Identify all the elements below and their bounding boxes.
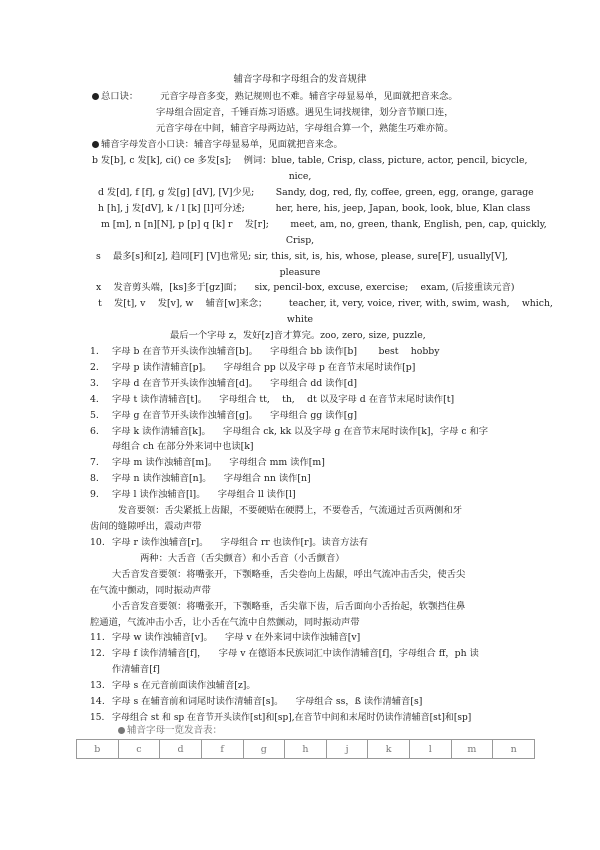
letter-table <box>76 739 535 759</box>
table-cell: m <box>451 740 493 759</box>
list-item-cont: 作清辅音[f] <box>112 664 160 675</box>
rule-line-4: m [m], n [n][N], p [p] q [k] r 发[r]; meet, am, no, green, thank, English, pen, cap, quickly, <box>101 219 547 230</box>
letter-table-heading: 辅音字母一览发音表： <box>118 725 222 737</box>
document-title: 辅音字母和字母组合的发音规律 <box>233 74 367 85</box>
intro-label: 总口诀： <box>101 91 139 102</box>
tip-line: 大舌音发音要领：将嘴张开，下颚略垂，舌尖卷向上齿龈，呼出气流冲击舌尖，使舌尖 <box>112 569 466 580</box>
table-row <box>77 740 535 759</box>
list-item-cont: 母组合 ch 在部分外来词中也读[k] <box>112 441 254 452</box>
list-item: 2. 字母 p 读作清辅音[p]。 字母组合 pp 以及字母 p 在音节末尾时读作[p] <box>90 362 416 373</box>
rhyme-text: 辅音字母显易单，见面就把音来念。 <box>193 139 343 150</box>
table-cell: f <box>201 740 243 759</box>
table-cell: k <box>368 740 410 759</box>
list-item: 9. 字母 l 读作浊辅音[l]。 字母组合 ll 读作[l] <box>90 489 296 500</box>
list-item: 7. 字母 m 读作浊辅音[m]。 字母组合 mm 读作[m] <box>90 457 325 468</box>
rule-line-4-cont: Crisp, <box>285 235 315 246</box>
rule-line-7-cont: white <box>286 314 314 325</box>
rule-line-5-cont: pleasure <box>279 267 321 278</box>
bullet-icon <box>92 141 99 148</box>
list-item: 1. 字母 b 在音节开头读作浊辅音[b]。 字母组合 bb 读作[b] best hobby <box>90 346 440 357</box>
intro-line-2: 字母组合固定音，千锤百炼习语感。遇见生词找规律，划分音节顺口连， <box>156 107 454 118</box>
rule-line-7: t 发[t], v 发[v], w 辅音[w]来念； teacher, it, very, voice, river, with, swim, wash, which, <box>98 298 553 309</box>
list-item: 8. 字母 n 读作浊辅音[n]。 字母组合 nn 读作[n] <box>90 473 311 484</box>
list-item: 13. 字母 s 在元音前面读作浊辅音[z]。 <box>90 680 256 691</box>
list-item: 14. 字母 s 在辅音前和词尾时读作清辅音[s]。 字母组合 ss，ß 读作清辅音[s] <box>90 696 423 707</box>
intro-line-1 <box>92 91 458 103</box>
intro-text-1: 元音字母音多变，熟记规则也不难。辅音字母显易单，见面就把音来念。 <box>160 91 458 102</box>
rule-line-6: x 发音剪头端，[ks]多于[gz]面； six, pencil-box, excuse, exercise; exam, (后接重读元音) <box>96 282 515 293</box>
list-item: 10. 字母 r 读作浊辅音[r]。 字母组合 rr 也读作[r]。读音方法有 <box>90 537 369 548</box>
list-item: 15. 字母组合 st 和 sp 在音节开头读作[st]和[sp],在音节中间和末尾时仍读作清辅音[st]和[sp] <box>90 713 472 723</box>
rule-line-3: h [h], j 发[dV], k / l [k] [l]可分述; her, here, his, jeep, Japan, book, look, blue, Klan class <box>98 203 531 214</box>
table-cell: h <box>285 740 327 759</box>
list-item: 11. 字母 w 读作浊辅音[v]。 字母 v 在外来词中读作浊辅音[v] <box>90 632 361 643</box>
bullet-icon <box>92 93 99 100</box>
rule-line-2: d 发[d], f [f], g 发[g] [dV], [V]少见; Sandy, dog, red, fly, coffee, green, egg, orange, garage <box>98 187 534 198</box>
tip-line: 齿间的缝隙呼出，震动声带 <box>90 521 202 532</box>
tip-line: 发音要领：舌尖紧抵上齿龈，不要硬贴在硬腭上，不要卷舌，气流通过舌页两侧和牙 <box>118 505 462 516</box>
list-item: 6. 字母 k 读作清辅音[k]。 字母组合 ck, kk 以及字母 g 在音节末尾时读作[k]，字母 c 和字 <box>90 426 489 437</box>
r-types-line: 两种：大舌音（舌尖颤音）和小舌音（小舌颤音） <box>140 553 345 564</box>
tip-line: 小舌音发音要领：将嘴张开，下颚略垂，舌尖靠下齿，后舌面向小舌抬起，软颚挡住鼻 <box>112 601 466 612</box>
tip-line: 腔通道，气流冲击小舌，让小舌在气流中自然颤动，同时振动声带 <box>90 617 360 628</box>
list-item: 12. 字母 f 读作清辅音[f]， 字母 v 在德语本民族词汇中读作清辅音[f]，字母组合 ff，ph 读 <box>90 648 479 659</box>
rhyme-line <box>92 139 343 151</box>
table-cell: n <box>493 740 535 759</box>
table-cell: b <box>77 740 119 759</box>
rule-line-8: 最后一个字母 z，发好[z]音才算完。zoo, zero, size, puzzle, <box>170 330 426 341</box>
rhyme-label: 辅音字母发音小口诀： <box>101 139 194 150</box>
table-cell: d <box>160 740 202 759</box>
intro-line-3: 元音字母在中间，辅音字母两边站，字母组合算一个，熟能生巧难亦简。 <box>156 123 454 134</box>
table-cell: j <box>326 740 368 759</box>
list-item: 3. 字母 d 在音节开头读作浊辅音[d]。 字母组合 dd 读作[d] <box>90 378 357 389</box>
rule-line-1-cont: nice, <box>288 171 312 182</box>
table-cell: g <box>243 740 285 759</box>
list-item: 4. 字母 t 读作清辅音[t]。 字母组合 tt, th, dt 以及字母 d 在音节末尾时读作[t] <box>90 394 455 405</box>
rule-line-1: b 发[b], c 发[k], ci() ce 多发[s]; 例词：blue, table, Crisp, class, picture, actor, pencil, bicycle, <box>92 155 528 166</box>
rule-line-5: s 最多[s]和[z], 趋同[F] [V]也常见; sir, this, sit, is, his, whose, please, sure[F], usually[V], <box>96 251 508 262</box>
table-cell: l <box>410 740 452 759</box>
table-cell: c <box>118 740 160 759</box>
list-item: 5. 字母 g 在音节开头读作浊辅音[g]。 字母组合 gg 读作[g] <box>90 410 357 421</box>
bullet-icon <box>118 727 125 734</box>
tip-line: 在气流中颤动，同时振动声带 <box>90 585 211 596</box>
